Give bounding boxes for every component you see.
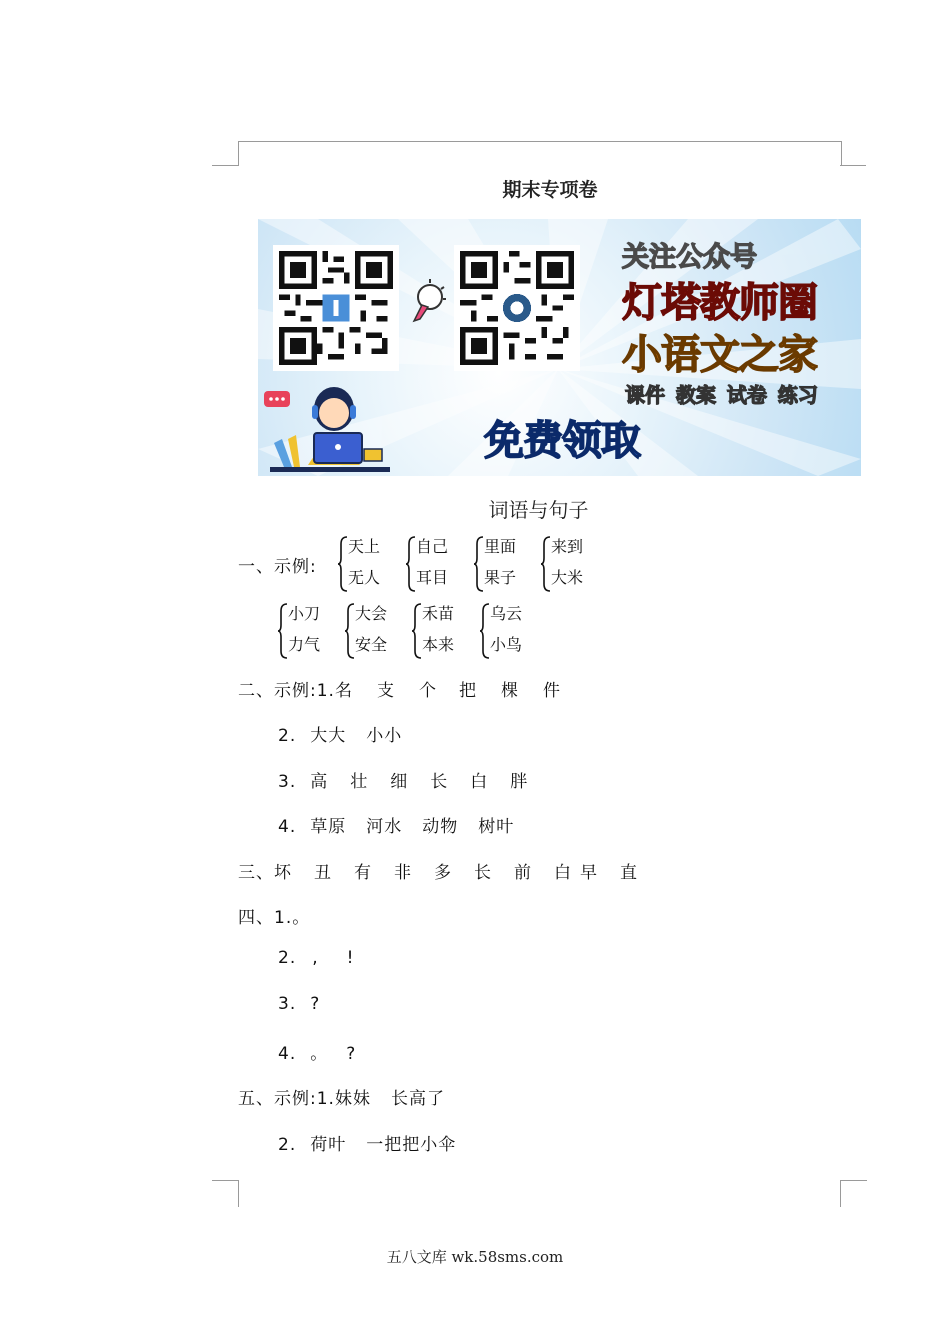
brace-icon — [474, 536, 484, 592]
q2-line-3: 3. 高 壮 细 长 白 胖 — [278, 772, 529, 792]
brace-icon — [406, 536, 416, 592]
account-name-1: 灯塔教师圈 — [622, 280, 817, 326]
page-title: 期末专项卷 — [502, 179, 598, 201]
brace-icon — [345, 603, 355, 659]
brace-icon — [480, 603, 490, 659]
qr-code-left[interactable] — [273, 245, 399, 371]
qr-code-icon — [279, 251, 393, 365]
q4-line-2: 2. , ! — [278, 948, 355, 968]
corner-mark — [840, 165, 866, 166]
corner-mark — [212, 165, 238, 166]
q2-line-4: 4. 草原 河水 动物 树叶 — [278, 817, 515, 837]
q2-line-2: 2. 大大 小小 — [278, 726, 403, 746]
lightbulb-pencil-icon — [406, 277, 450, 329]
free-download-cta[interactable]: 免费领取 — [484, 418, 640, 464]
word-pair: 来到 大米 — [551, 537, 584, 587]
follow-label: 关注公众号 — [622, 242, 757, 273]
account-name-2: 小语文之家 — [622, 332, 817, 378]
word-pair: 里面 果子 — [484, 537, 517, 587]
corner-mark — [212, 1180, 239, 1207]
brace-icon — [278, 603, 288, 659]
corner-mark — [840, 1180, 867, 1207]
resource-tags: 课件 教案 试卷 练习 — [625, 383, 818, 407]
q3-line: 三、坏 丑 有 非 多 长 前 白 早 直 — [238, 863, 638, 883]
q4-line-4: 4. 。 ? — [278, 1044, 357, 1064]
qr-code-right[interactable] — [454, 245, 580, 371]
brace-icon — [541, 536, 551, 592]
footer-watermark: 五八文库 wk.58sms.com — [386, 1248, 564, 1266]
q1-label: 一、示例: — [238, 557, 317, 577]
teacher-illustration-icon — [264, 383, 394, 475]
section-title: 词语与句子 — [488, 498, 589, 522]
qr-code-icon — [460, 251, 574, 365]
word-pair: 天上 无人 — [348, 537, 381, 587]
q5-line-2: 2. 荷叶 一把把小伞 — [278, 1135, 457, 1155]
q4-line-3: 3. ? — [278, 994, 321, 1014]
word-pair: 小刀 力气 — [288, 604, 321, 654]
word-pair: 自己 耳目 — [416, 537, 449, 587]
page-top-border — [238, 141, 842, 166]
q5-line-1: 五、示例:1.妹妹 长高了 — [238, 1089, 445, 1109]
promo-banner — [258, 219, 861, 476]
brace-icon — [412, 603, 422, 659]
word-pair: 禾苗 本来 — [422, 604, 455, 654]
word-pair: 乌云 小鸟 — [490, 604, 523, 654]
brace-icon — [338, 536, 348, 592]
q4-line-1: 四、1.。 — [238, 908, 311, 928]
word-pair: 大会 安全 — [355, 604, 388, 654]
q2-line-1: 二、示例:1.名 支 个 把 棵 件 — [238, 681, 561, 701]
